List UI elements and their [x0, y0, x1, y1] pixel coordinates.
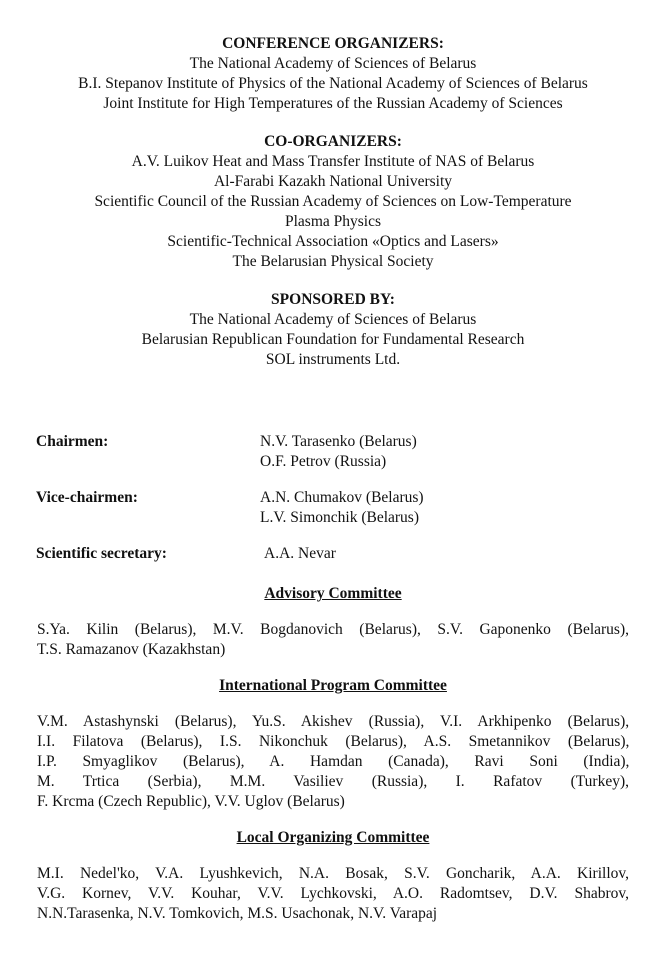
sponsor-line: The National Academy of Sciences of Belarus	[189, 311, 477, 328]
coorganizer-line: Al-Farabi Kazakh National University	[213, 173, 453, 190]
advisory-committee-title: Advisory Committee	[264, 585, 402, 602]
chairmen-row	[36, 432, 636, 452]
sponsor-line: SOL instruments Ltd.	[265, 351, 401, 368]
member-line: M. Trtica (Serbia), M.M. Vasiliev (Russia), I. Rafatov (Turkey),	[37, 773, 629, 790]
coorganizer-line: The Belarusian Physical Society	[232, 253, 434, 270]
coorganizer-line: Scientific-Technical Association «Optics and Lasers»	[167, 233, 499, 250]
coorganizer-line: A.V. Luikov Heat and Mass Transfer Institute of NAS of Belarus	[131, 153, 535, 170]
chairman-name: N.V. Tarasenko (Belarus)	[260, 433, 417, 450]
organizer-line: Joint Institute for High Temperatures of the Russian Academy of Sciences	[103, 95, 563, 112]
organizers-heading: CONFERENCE ORGANIZERS:	[222, 35, 444, 52]
vice-chairmen-row-2	[36, 508, 636, 528]
vice-chairman-name: A.N. Chumakov (Belarus)	[260, 489, 424, 506]
organizer-line: B.I. Stepanov Institute of Physics of the National Academy of Sciences of Belarus	[78, 75, 588, 92]
member-line: F. Krcma (Czech Republic), V.V. Uglov (Belarus)	[37, 793, 345, 810]
vice-chairmen-row	[36, 488, 636, 508]
chairmen-row-2	[36, 452, 636, 472]
sponsors-section	[0, 290, 666, 370]
member-line: V.G. Kornev, V.V. Kouhar, V.V. Lychkovski, A.O. Radomtsev, D.V. Shabrov,	[37, 885, 629, 902]
sponsor-line: Belarusian Republican Foundation for Fundamental Research	[141, 331, 525, 348]
advisory-committee-members	[37, 620, 629, 660]
coorganizers-heading: CO-ORGANIZERS:	[264, 133, 402, 150]
organizer-line: The National Academy of Sciences of Belarus	[189, 55, 477, 72]
vice-chairman-name: L.V. Simonchik (Belarus)	[260, 509, 420, 526]
vice-chairmen-label: Vice-chairmen:	[36, 489, 138, 506]
member-line: S.Ya. Kilin (Belarus), M.V. Bogdanovich (Belarus), S.V. Gaponenko (Belarus),	[37, 621, 629, 638]
program-committee-members	[37, 712, 629, 812]
chairmen-label: Chairmen:	[36, 433, 109, 450]
organizers-section	[0, 34, 666, 114]
local-committee-members	[37, 864, 629, 924]
local-committee-title: Local Organizing Committee	[236, 829, 430, 846]
secretary-label: Scientific secretary:	[36, 545, 167, 562]
secretary-row	[36, 544, 636, 564]
coorganizer-line: Scientific Council of the Russian Academy of Sciences on Low-Temperature	[94, 193, 572, 210]
member-line: T.S. Ramazanov (Kazakhstan)	[37, 641, 226, 658]
member-line: M.I. Nedel'ko, V.A. Lyushkevich, N.A. Bosak, S.V. Goncharik, A.A. Kirillov,	[37, 865, 629, 882]
chairman-name: O.F. Petrov (Russia)	[260, 453, 387, 470]
secretary-name: A.A. Nevar	[264, 545, 336, 562]
program-committee-title: International Program Committee	[219, 677, 447, 694]
coorganizer-line: Plasma Physics	[284, 213, 382, 230]
member-line: I.I. Filatova (Belarus), I.S. Nikonchuk (Belarus), A.S. Smetannikov (Belarus),	[37, 733, 630, 750]
roles-section	[36, 432, 636, 564]
member-line: V.M. Astashynski (Belarus), Yu.S. Akishev (Russia), V.I. Arkhipenko (Belarus),	[37, 713, 630, 730]
member-line: I.P. Smyaglikov (Belarus), A. Hamdan (Canada), Ravi Soni (India),	[37, 753, 630, 770]
sponsors-heading: SPONSORED BY:	[271, 291, 395, 308]
member-line: N.N.Tarasenka, N.V. Tomkovich, M.S. Usachonak, N.V. Varapaj	[37, 905, 438, 922]
coorganizers-section	[0, 132, 666, 272]
